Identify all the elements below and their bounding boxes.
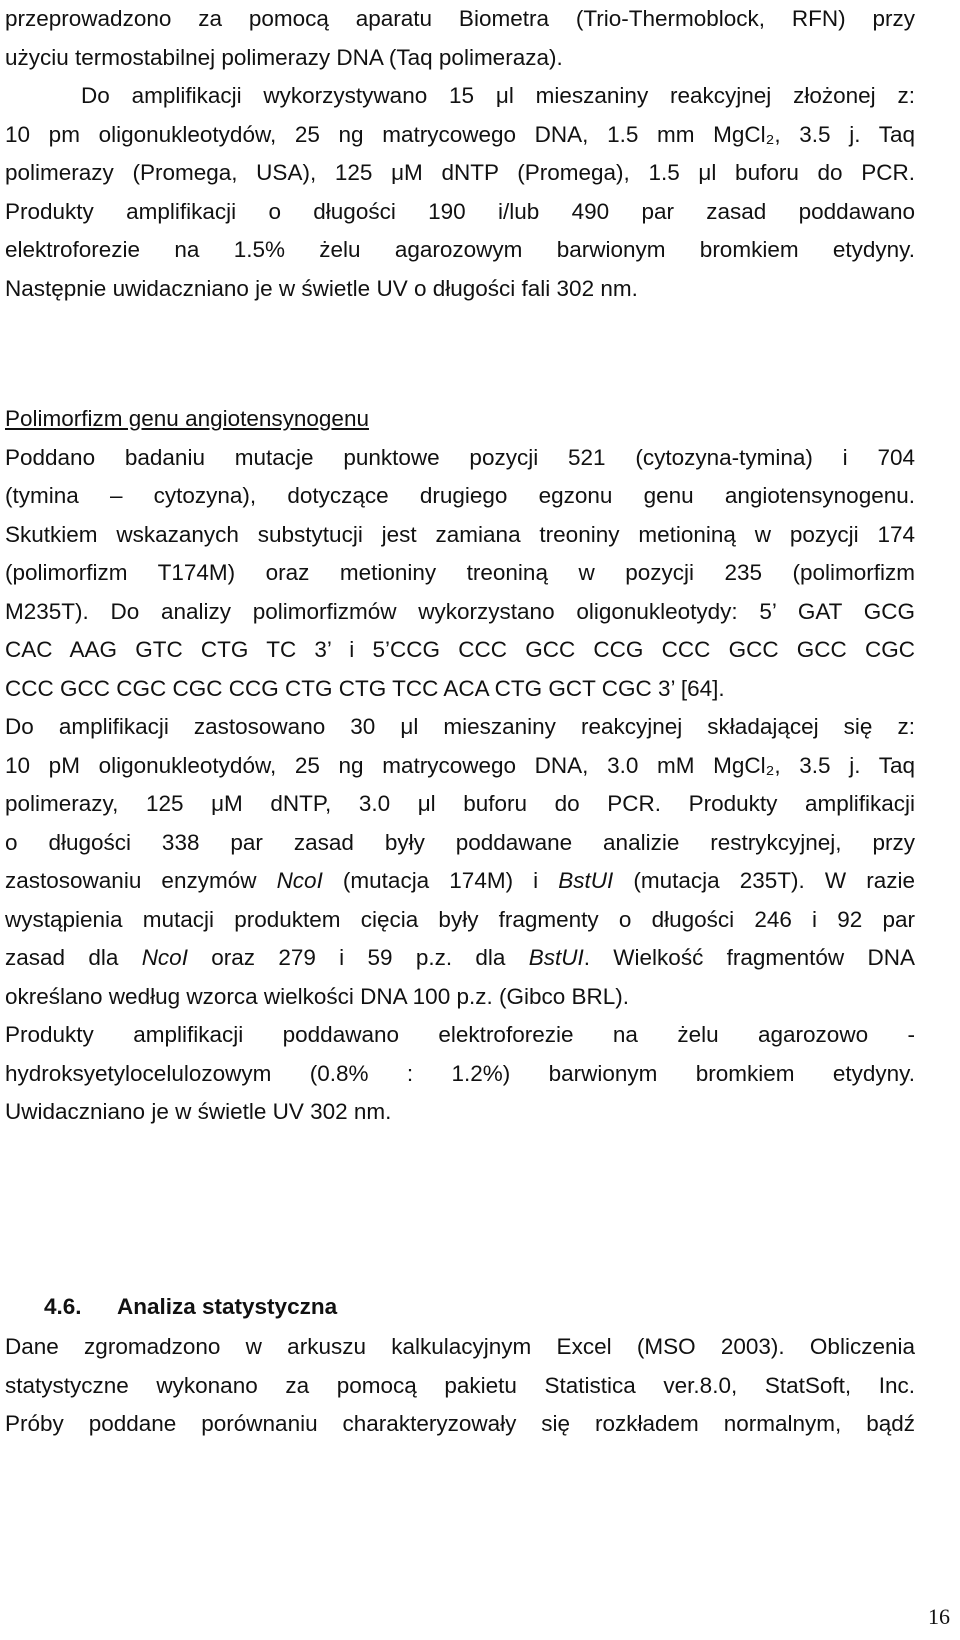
subsection-title: Polimorfizm genu angiotensynogenu [5,406,369,431]
text-line: Produkty amplifikacji o długości 190 i/lub 490 par zasad poddawano [5,198,915,224]
text-line: użyciu termostabilnej polimerazy DNA (Taq polimeraza). [5,44,563,70]
text-run: . Wielkość fragmentów DNA [583,945,915,970]
text-line: (polimorfizm T174M) oraz metioniny treoniną w pozycji 235 (polimorfizm [5,560,915,585]
text-line: Do amplifikacji wykorzystywano 15 μl mieszaniny reakcyjnej złożonej z: [81,83,915,108]
paragraph-statistics [5,1328,915,1444]
text-line: elektroforezie na 1.5% żelu agarozowym barwionym bromkiem etydyny. [5,237,915,262]
section-heading [44,1292,337,1322]
text-line: polimerazy (Promega, USA), 125 μM dNTP (Promega), 1.5 μl buforu do PCR. [5,160,915,185]
text-run: (mutacja 235T). W razie [613,868,915,893]
text-line: M235T). Do analizy polimorfizmów wykorzystano oligonukleotydy: 5’ GAT GCG [5,598,915,624]
text-line: 10 pm oligonukleotydów, 25 ng matrycowego DNA, 1.5 mm MgCl₂, 3.5 j. Taq [5,121,915,147]
text-line: Skutkiem wskazanych substytucji jest zamiana treoniny metioniną w pozycji 174 [5,521,915,547]
page-number: 16 [928,1604,950,1629]
text-line [5,939,915,978]
text-line: (tymina – cytozyna), dotyczące drugiego egzonu genu angiotensynogenu. [5,483,915,508]
text-line: hydroksyetylocelulozowym (0.8% : 1.2%) barwionym bromkiem etydyny. [5,1060,915,1086]
section-number: 4.6. [44,1294,82,1319]
enzyme-name: NcoI [141,945,188,970]
text-line: Produkty amplifikacji poddawano elektroforezie na żelu agarozowo - [5,1022,915,1047]
enzyme-name: NcoI [276,868,323,893]
text-run: oraz 279 i 59 p.z. dla [187,945,529,970]
text-line: statystyczne wykonano za pomocą pakietu Statistica ver.8.0, StatSoft, Inc. [5,1372,915,1398]
text-line: CCC GCC CGC CGC CCG CTG CTG TCC ACA CTG GCT CGC 3’ [64]. [5,675,725,701]
text-line: 10 pM oligonukleotydów, 25 ng matrycowego DNA, 3.0 mM MgCl₂, 3.5 j. Taq [5,752,915,778]
text-line: polimerazy, 125 μM dNTP, 3.0 μl buforu do PCR. Produkty amplifikacji [5,791,915,816]
text-run: zasad dla [5,945,142,970]
text-line: Następnie uwidaczniano je w świetle UV o długości fali 302 nm. [5,275,638,301]
paragraph-angiotensinogen [5,400,915,1132]
section-title: Analiza statystyczna [117,1294,338,1319]
text-line: wystąpienia mutacji produktem cięcia były fragmenty o długości 246 i 92 par [5,906,915,932]
enzyme-name: BstUI [528,945,584,970]
text-line: Uwidaczniano je w świetle UV 302 nm. [5,1099,392,1124]
text-line: Poddano badaniu mutacje punktowe pozycji 521 (cytozyna-tymina) i 704 [5,444,915,470]
text-line [5,862,915,901]
paragraph-pcr-amplification [5,0,915,308]
text-line: określano według wzorca wielkości DNA 100 p.z. (Gibco BRL). [5,983,630,1009]
text-line: Do amplifikacji zastosowano 30 μl mieszaniny reakcyjnej składającej się z: [5,714,915,739]
text-line: CAC AAG GTC CTG TC 3’ i 5’CCG CCC GCC CCG CCC GCC GCC CGC [5,637,915,662]
text-line: Próby poddane porównaniu charakteryzowały się rozkładem normalnym, bądź [5,1411,915,1436]
text-run: (mutacja 174M) i [322,868,559,893]
text-line: o długości 338 par zasad były poddawane analizie restrykcyjnej, przy [5,829,915,855]
enzyme-name: BstUI [558,868,614,893]
text-line: Dane zgromadzono w arkuszu kalkulacyjnym Excel (MSO 2003). Obliczenia [5,1334,915,1359]
text-line: przeprowadzono za pomocą aparatu Biometra (Trio-Thermoblock, RFN) przy [5,6,915,31]
text-run: zastosowaniu enzymów [5,868,277,893]
